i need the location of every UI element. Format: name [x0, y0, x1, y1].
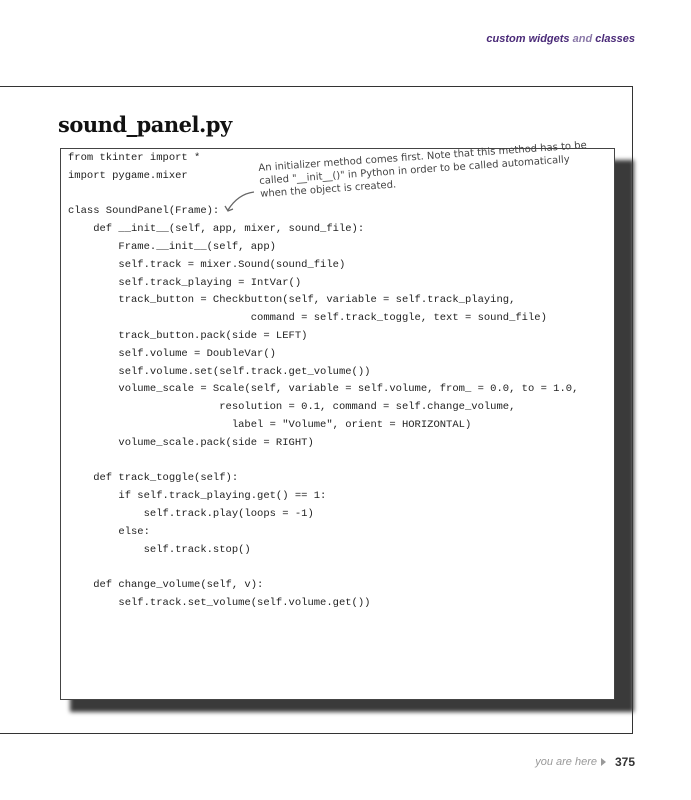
code-line: else:: [68, 525, 150, 538]
header-part-1: custom widgets: [486, 33, 570, 45]
footer-you-are-here: you are here: [535, 756, 597, 768]
code-line: track_button = Checkbutton(self, variable = self.track_playing,: [68, 294, 516, 307]
code-line: label = "Volume", orient = HORIZONTAL): [68, 418, 472, 431]
code-line: track_button.pack(side = LEFT): [68, 329, 308, 342]
code-line: [68, 559, 578, 577]
code-line: volume_scale = Scale(self, variable = self.volume, from_ = 0.0, to = 1.0,: [68, 383, 579, 396]
annotation-note: An initializer method comes first. Note that this method has to be called "__init__()" in Python in order to be called automatically when the object is created.: [258, 140, 588, 200]
code-line: def track_toggle(self):: [68, 472, 239, 485]
code-line: self.track_playing = IntVar(): [68, 276, 302, 289]
running-header: [486, 33, 635, 45]
code-line: resolution = 0.1, command = self.change_volume,: [68, 401, 516, 414]
code-line: def __init__(self, app, mixer, sound_file):: [68, 223, 365, 236]
annotation-arrow-icon: [222, 188, 258, 218]
code-line: self.volume.set(self.track.get_volume()): [68, 365, 371, 378]
code-line: command = self.track_toggle, text = sound_file): [68, 312, 547, 325]
code-line: volume_scale.pack(side = RIGHT): [68, 436, 314, 449]
header-part-2: and: [572, 33, 593, 45]
code-line: self.track = mixer.Sound(sound_file): [68, 258, 346, 271]
code-line: self.track.set_volume(self.volume.get()): [68, 596, 371, 609]
code-line: from tkinter import *: [68, 152, 201, 164]
code-line: self.volume = DoubleVar(): [68, 347, 276, 360]
code-line: self.track.play(loops = -1): [68, 507, 314, 520]
code-line: self.track.stop(): [68, 543, 251, 556]
page-number: 375: [614, 755, 635, 769]
code-line: import pygame.mixer: [68, 169, 188, 182]
code-line: if self.track_playing.get() == 1:: [68, 490, 327, 503]
code-line: class SoundPanel(Frame):: [68, 205, 220, 218]
file-title: sound_panel.py: [58, 112, 232, 137]
header-part-3: classes: [595, 33, 635, 45]
code-line: def change_volume(self, v):: [68, 579, 264, 592]
code-line: Frame.__init__(self, app): [68, 240, 276, 253]
code-line: [68, 453, 578, 471]
footer-arrow-icon: [601, 758, 606, 766]
code-listing: [68, 150, 578, 613]
